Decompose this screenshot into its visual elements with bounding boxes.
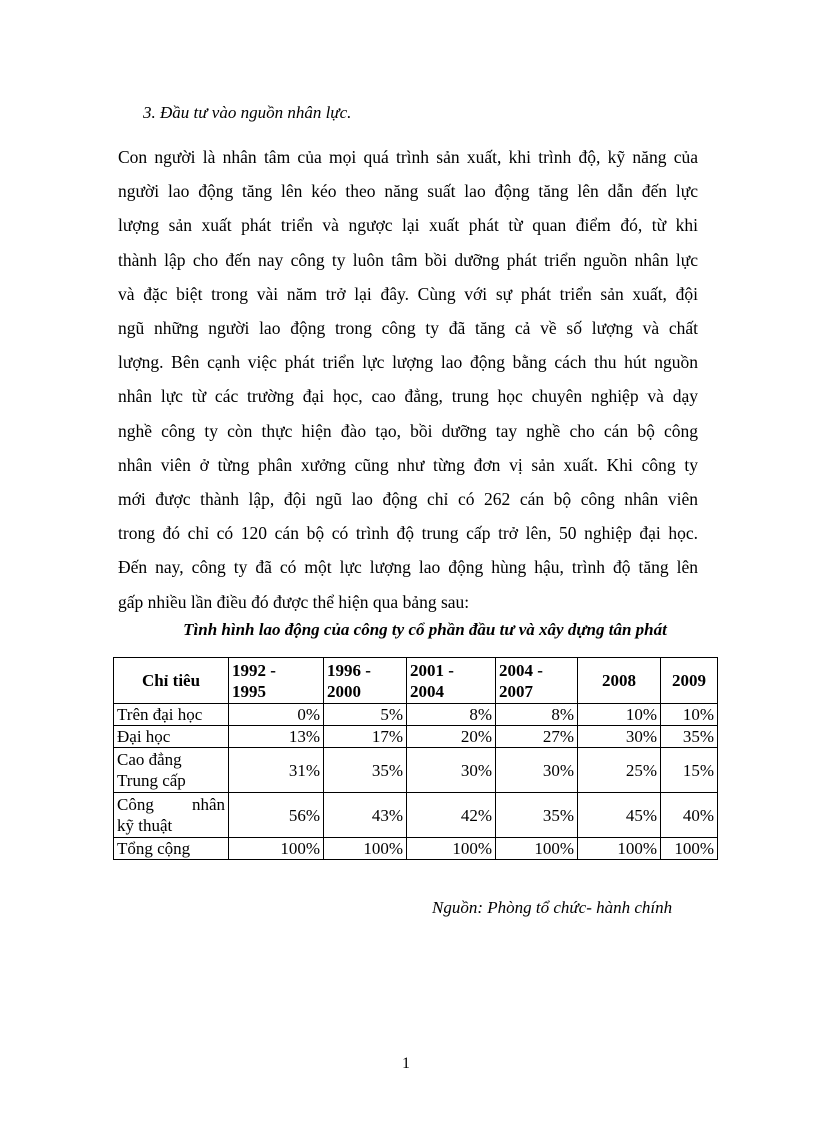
table-row	[114, 704, 718, 726]
table-cell: 25%	[578, 748, 661, 793]
header-period: 1996 - 2000	[324, 658, 407, 704]
table-cell: 30%	[407, 748, 496, 793]
header-period: 2009	[661, 658, 718, 704]
labor-table	[113, 657, 718, 860]
body-paragraph	[118, 140, 698, 619]
table-cell: 15%	[661, 748, 718, 793]
table-row	[114, 726, 718, 748]
table-cell: 100%	[229, 838, 324, 860]
row-label: Tổng cộng	[114, 838, 229, 860]
source-note: Nguồn: Phòng tổ chức- hành chính	[432, 898, 673, 917]
row-label: Công nhân kỹ thuật	[114, 793, 229, 838]
header-indicator: Chỉ tiêu	[114, 658, 229, 704]
paragraph-line: mới được thành lập, đội ngũ lao động chỉ có 262 cán bộ công nhân viên	[118, 489, 698, 510]
table-cell: 35%	[496, 793, 578, 838]
header-period: 2004 - 2007	[496, 658, 578, 704]
paragraph-line: Đến nay, công ty đã có một lực lượng lao động hùng hậu, trình độ tăng lên	[118, 557, 698, 578]
table-cell: 10%	[661, 704, 718, 726]
table-cell: 30%	[578, 726, 661, 748]
paragraph-line: lượng sản xuất phát triển và ngược lại xuất phát từ quan điểm đó, từ khi	[118, 215, 698, 236]
page-number: 1	[402, 1055, 410, 1072]
paragraph-line: nhân lực từ các trường đại học, cao đẳng, trung học chuyên nghiệp và dạy	[118, 386, 698, 407]
paragraph-line: thành lập cho đến nay công ty luôn tâm bồi dưỡng phát triển nguồn nhân lực	[118, 249, 698, 270]
table-caption: Tình hình lao động của công ty cổ phần đầu tư và xây dựng tân phát	[183, 620, 667, 639]
table-cell: 43%	[324, 793, 407, 838]
table-cell: 10%	[578, 704, 661, 726]
paragraph-line: nhân viên ở từng phân xưởng cũng như từng đơn vị sản xuất. Khi công ty	[118, 454, 698, 475]
table-cell: 30%	[496, 748, 578, 793]
header-period: 2008	[578, 658, 661, 704]
header-period: 1992 - 1995	[229, 658, 324, 704]
table-cell: 56%	[229, 793, 324, 838]
table-cell: 5%	[324, 704, 407, 726]
table-cell: 42%	[407, 793, 496, 838]
table-cell: 13%	[229, 726, 324, 748]
table-cell: 35%	[661, 726, 718, 748]
paragraph-line: người lao động tăng lên kéo theo năng suất lao động tăng lên dẫn đến lực	[118, 181, 698, 202]
paragraph-line: ngũ những người lao động trong công ty đã tăng cả về số lượng và chất	[118, 318, 698, 339]
table-cell: 100%	[496, 838, 578, 860]
section-heading: 3. Đầu tư vào nguồn nhân lực.	[143, 103, 352, 122]
paragraph-line: lượng. Bên cạnh việc phát triển lực lượng lao động bằng cách thu hút nguồn	[118, 352, 698, 373]
paragraph-line: Con người là nhân tâm của mọi quá trình sản xuất, khi trình độ, kỹ năng của	[118, 147, 698, 167]
row-label: Cao đẳng Trung cấp	[114, 748, 229, 793]
table-cell: 20%	[407, 726, 496, 748]
table-cell: 8%	[407, 704, 496, 726]
table-header-row	[114, 658, 718, 704]
table-cell: 100%	[578, 838, 661, 860]
table-cell: 35%	[324, 748, 407, 793]
table-cell: 100%	[324, 838, 407, 860]
table-row	[114, 793, 718, 838]
table-cell: 31%	[229, 748, 324, 793]
table-cell: 100%	[661, 838, 718, 860]
paragraph-line: nghề công ty còn thực hiện đào tạo, bồi dưỡng tay nghề cho cán bộ công	[118, 420, 698, 441]
table-row	[114, 838, 718, 860]
table-cell: 100%	[407, 838, 496, 860]
paragraph-line: và đặc biệt trong vài năm trở lại đây. Cùng với sự phát triển sản xuất, đội	[118, 283, 698, 304]
row-label: Đại học	[114, 726, 229, 748]
row-label: Trên đại học	[114, 704, 229, 726]
table-cell: 8%	[496, 704, 578, 726]
table-cell: 40%	[661, 793, 718, 838]
paragraph-line: trong đó chỉ có 120 cán bộ có trình độ trung cấp trở lên, 50 nghiệp đại học.	[118, 523, 698, 544]
table-cell: 45%	[578, 793, 661, 838]
table-cell: 27%	[496, 726, 578, 748]
table-cell: 0%	[229, 704, 324, 726]
table-row	[114, 748, 718, 793]
table-cell: 17%	[324, 726, 407, 748]
paragraph-line: gấp nhiều lần điều đó được thể hiện qua bảng sau:	[118, 591, 470, 612]
header-period: 2001 - 2004	[407, 658, 496, 704]
